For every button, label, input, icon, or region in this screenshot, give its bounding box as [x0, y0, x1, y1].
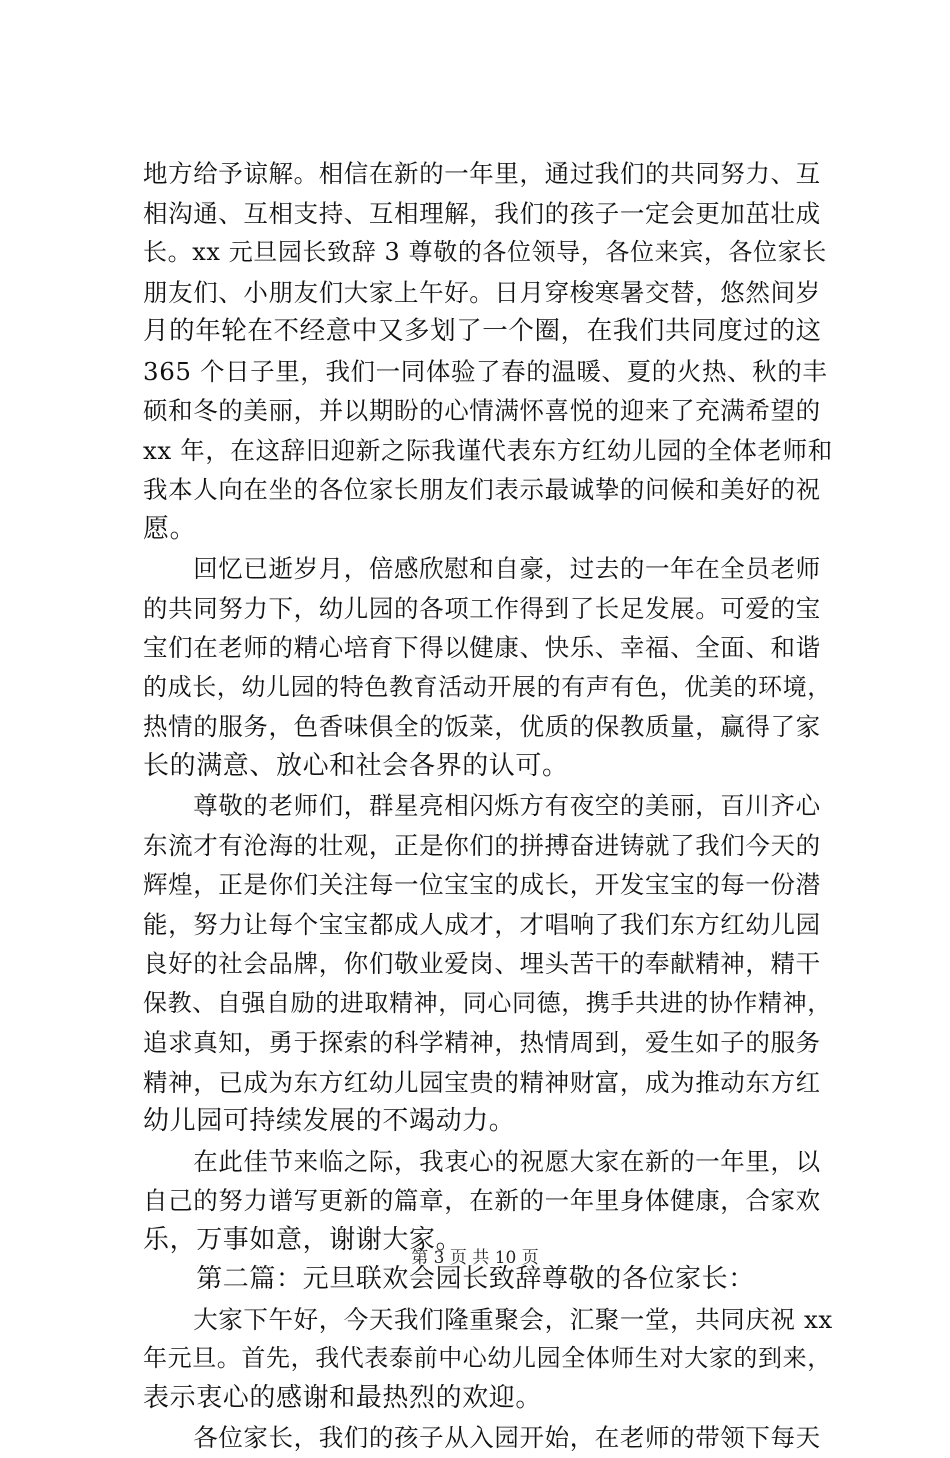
- text-line: 月的年轮在不经意中又多划了一个圈，在我们共同度过的这: [143, 316, 822, 346]
- text-line: 365 个日子里，我们一同体验了春的温暖、夏的火热、秋的丰: [143, 356, 828, 386]
- text-line: 地方给予谅解。相信在新的一年里，通过我们的共同努力、互: [143, 159, 821, 188]
- text-line: 愿。: [143, 513, 197, 544]
- text-line: 乐，万事如意，谢谢大家。: [143, 1224, 463, 1255]
- text-line: 回忆已逝岁月，倍感欣慰和自豪，过去的一年在全员老师: [143, 554, 821, 583]
- text-line: 相沟通、互相支持、互相理解，我们的孩子一定会更加茁壮成: [143, 198, 821, 228]
- text-line: 宝们在老师的精心培育下得以健康、快乐、幸福、全面、和谐: [143, 633, 821, 662]
- text-line: 尊敬的老师们，群星亮相闪烁方有夜空的美丽，百川齐心: [143, 791, 821, 820]
- text-line: 年元旦。首先，我代表泰前中心幼儿园全体师生对大家的到来，: [143, 1344, 832, 1372]
- text-line: 大家下午好，今天我们隆重聚会，汇聚一堂，共同庆祝 xx: [143, 1304, 833, 1334]
- text-line: 良好的社会品牌，你们敬业爱岗、埋头苦干的奉献精神，精干: [143, 949, 821, 978]
- text-line: 长。xx 元旦园长致辞 3 尊敬的各位领导，各位来宾，各位家长: [143, 238, 827, 266]
- text-line: 各位家长，我们的孩子从入园开始，在老师的带领下每天: [143, 1423, 821, 1452]
- text-line: 的共同努力下，幼儿园的各项工作得到了长足发展。可爱的宝: [143, 593, 821, 623]
- text-line: 第二篇：元旦联欢会园长致辞尊敬的各位家长：: [143, 1264, 755, 1294]
- text-line: 表示衷心的感谢和最热烈的欢迎。: [143, 1382, 543, 1413]
- text-line: 热情的服务，色香味俱全的饭菜，优质的保教质量，赢得了家: [143, 712, 821, 741]
- text-line: 在此佳节来临之际，我衷心的祝愿大家在新的一年里，以: [143, 1146, 821, 1176]
- text-line: 追求真知，勇于探索的科学精神，热情周到，爱生如子的服务: [143, 1028, 821, 1057]
- text-line: 能，努力让每个宝宝都成人成才，才唱响了我们东方红幼儿园: [143, 909, 821, 939]
- text-line: 长的满意、放心和社会各界的认可。: [143, 750, 569, 781]
- text-line: 辉煌，正是你们关注每一位宝宝的成长，开发宝宝的每一份潜: [143, 870, 821, 899]
- text-line: 精神，已成为东方红幼儿园宝贵的精神财富，成为推动东方红: [143, 1067, 821, 1097]
- page-footer: [0, 1243, 950, 1268]
- text-line: 我本人向在坐的各位家长朋友们表示最诚挚的问候和美好的祝: [143, 475, 821, 504]
- text-line: 朋友们、小朋友们大家上午好。日月穿梭寒暑交替，悠然间岁: [143, 277, 821, 307]
- text-line: 东流才有沧海的壮观，正是你们的拼搏奋进铸就了我们今天的: [143, 830, 821, 860]
- text-line: 自己的努力谱写更新的篇章，在新的一年里身体健康，合家欢: [143, 1186, 821, 1215]
- text-line: 硕和冬的美丽，并以期盼的心情满怀喜悦的迎来了充满希望的: [143, 396, 821, 425]
- page-number-label: 第 3 页 共 10 页: [411, 1248, 539, 1268]
- text-line: 幼儿园可持续发展的不竭动力。: [143, 1106, 516, 1136]
- text-line: xx 年，在这辞旧迎新之际我谨代表东方红幼儿园的全体老师和: [143, 435, 833, 465]
- text-line: 保教、自强自励的进取精神，同心同德，携手共进的协作精神，: [143, 988, 832, 1017]
- text-line: 的成长，幼儿园的特色教育活动开展的有声有色，优美的环境，: [143, 672, 832, 701]
